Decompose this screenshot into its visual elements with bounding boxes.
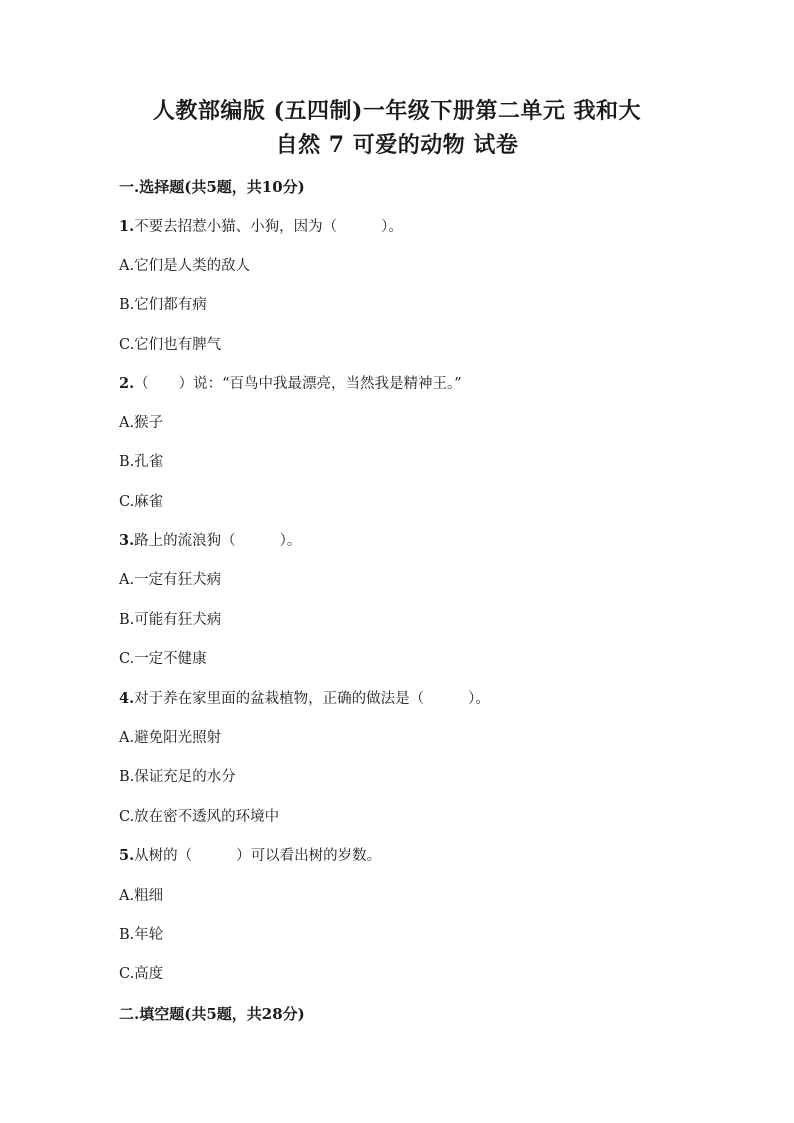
- question-stem-end: ）。: [468, 691, 490, 707]
- section-heading-fill-in: 二.填空题(共5题，共28分): [119, 1005, 305, 1023]
- option-5a: A.粗细: [119, 888, 164, 904]
- question-number: 5.: [119, 847, 135, 864]
- question-stem: 对于养在家里面的盆栽植物，正确的做法是（: [134, 691, 425, 707]
- question-number: 1.: [119, 218, 135, 235]
- question-stem: 路上的流浪狗（: [134, 533, 236, 549]
- option-4a: A.避免阳光照射: [119, 730, 222, 746]
- option-2c: C.麻雀: [119, 494, 164, 510]
- option-5c: C.高度: [119, 966, 164, 982]
- option-2a: A.猴子: [119, 415, 164, 431]
- option-1c: C.它们也有脾气: [119, 337, 222, 353]
- question-stem: 从树的（: [134, 848, 193, 864]
- question-2: [119, 374, 462, 394]
- question-number: 3.: [119, 532, 135, 549]
- option-1a: A.它们是人类的敌人: [119, 258, 251, 274]
- option-2b: B.孔雀: [119, 454, 164, 470]
- question-stem-end: ）。: [381, 219, 403, 235]
- question-stem-end: ）可以看出树的岁数。: [236, 848, 382, 864]
- option-3b: B.可能有狂犬病: [119, 612, 222, 628]
- question-3: [119, 531, 301, 551]
- question-1: [119, 217, 403, 237]
- question-4: [119, 689, 490, 709]
- question-stem-end: ）说：“百鸟中我最漂亮，当然我是精神王。”: [178, 376, 462, 392]
- option-4c: C.放在密不透风的环境中: [119, 809, 280, 825]
- question-stem: （: [134, 376, 149, 392]
- question-stem-end: ）。: [279, 533, 302, 549]
- question-number: 4.: [119, 690, 135, 707]
- option-1b: B.它们都有病: [119, 297, 207, 313]
- option-3a: A.一定有狂犬病: [119, 572, 222, 588]
- question-number: 2.: [119, 375, 135, 392]
- page-title-line-1: 人教部编版 (五四制)一年级下册第二单元 我和大: [152, 98, 642, 124]
- question-5: [119, 846, 381, 866]
- option-4b: B.保证充足的水分: [119, 769, 236, 785]
- section-heading-choice: 一.选择题(共5题，共10分): [119, 178, 305, 196]
- option-5b: B.年轮: [119, 927, 164, 943]
- option-3c: C.一定不健康: [119, 651, 207, 667]
- page-title-line-2: 自然 7 可爱的动物 试卷: [275, 132, 519, 158]
- question-stem: 不要去招惹小猫、小狗，因为（: [134, 219, 338, 235]
